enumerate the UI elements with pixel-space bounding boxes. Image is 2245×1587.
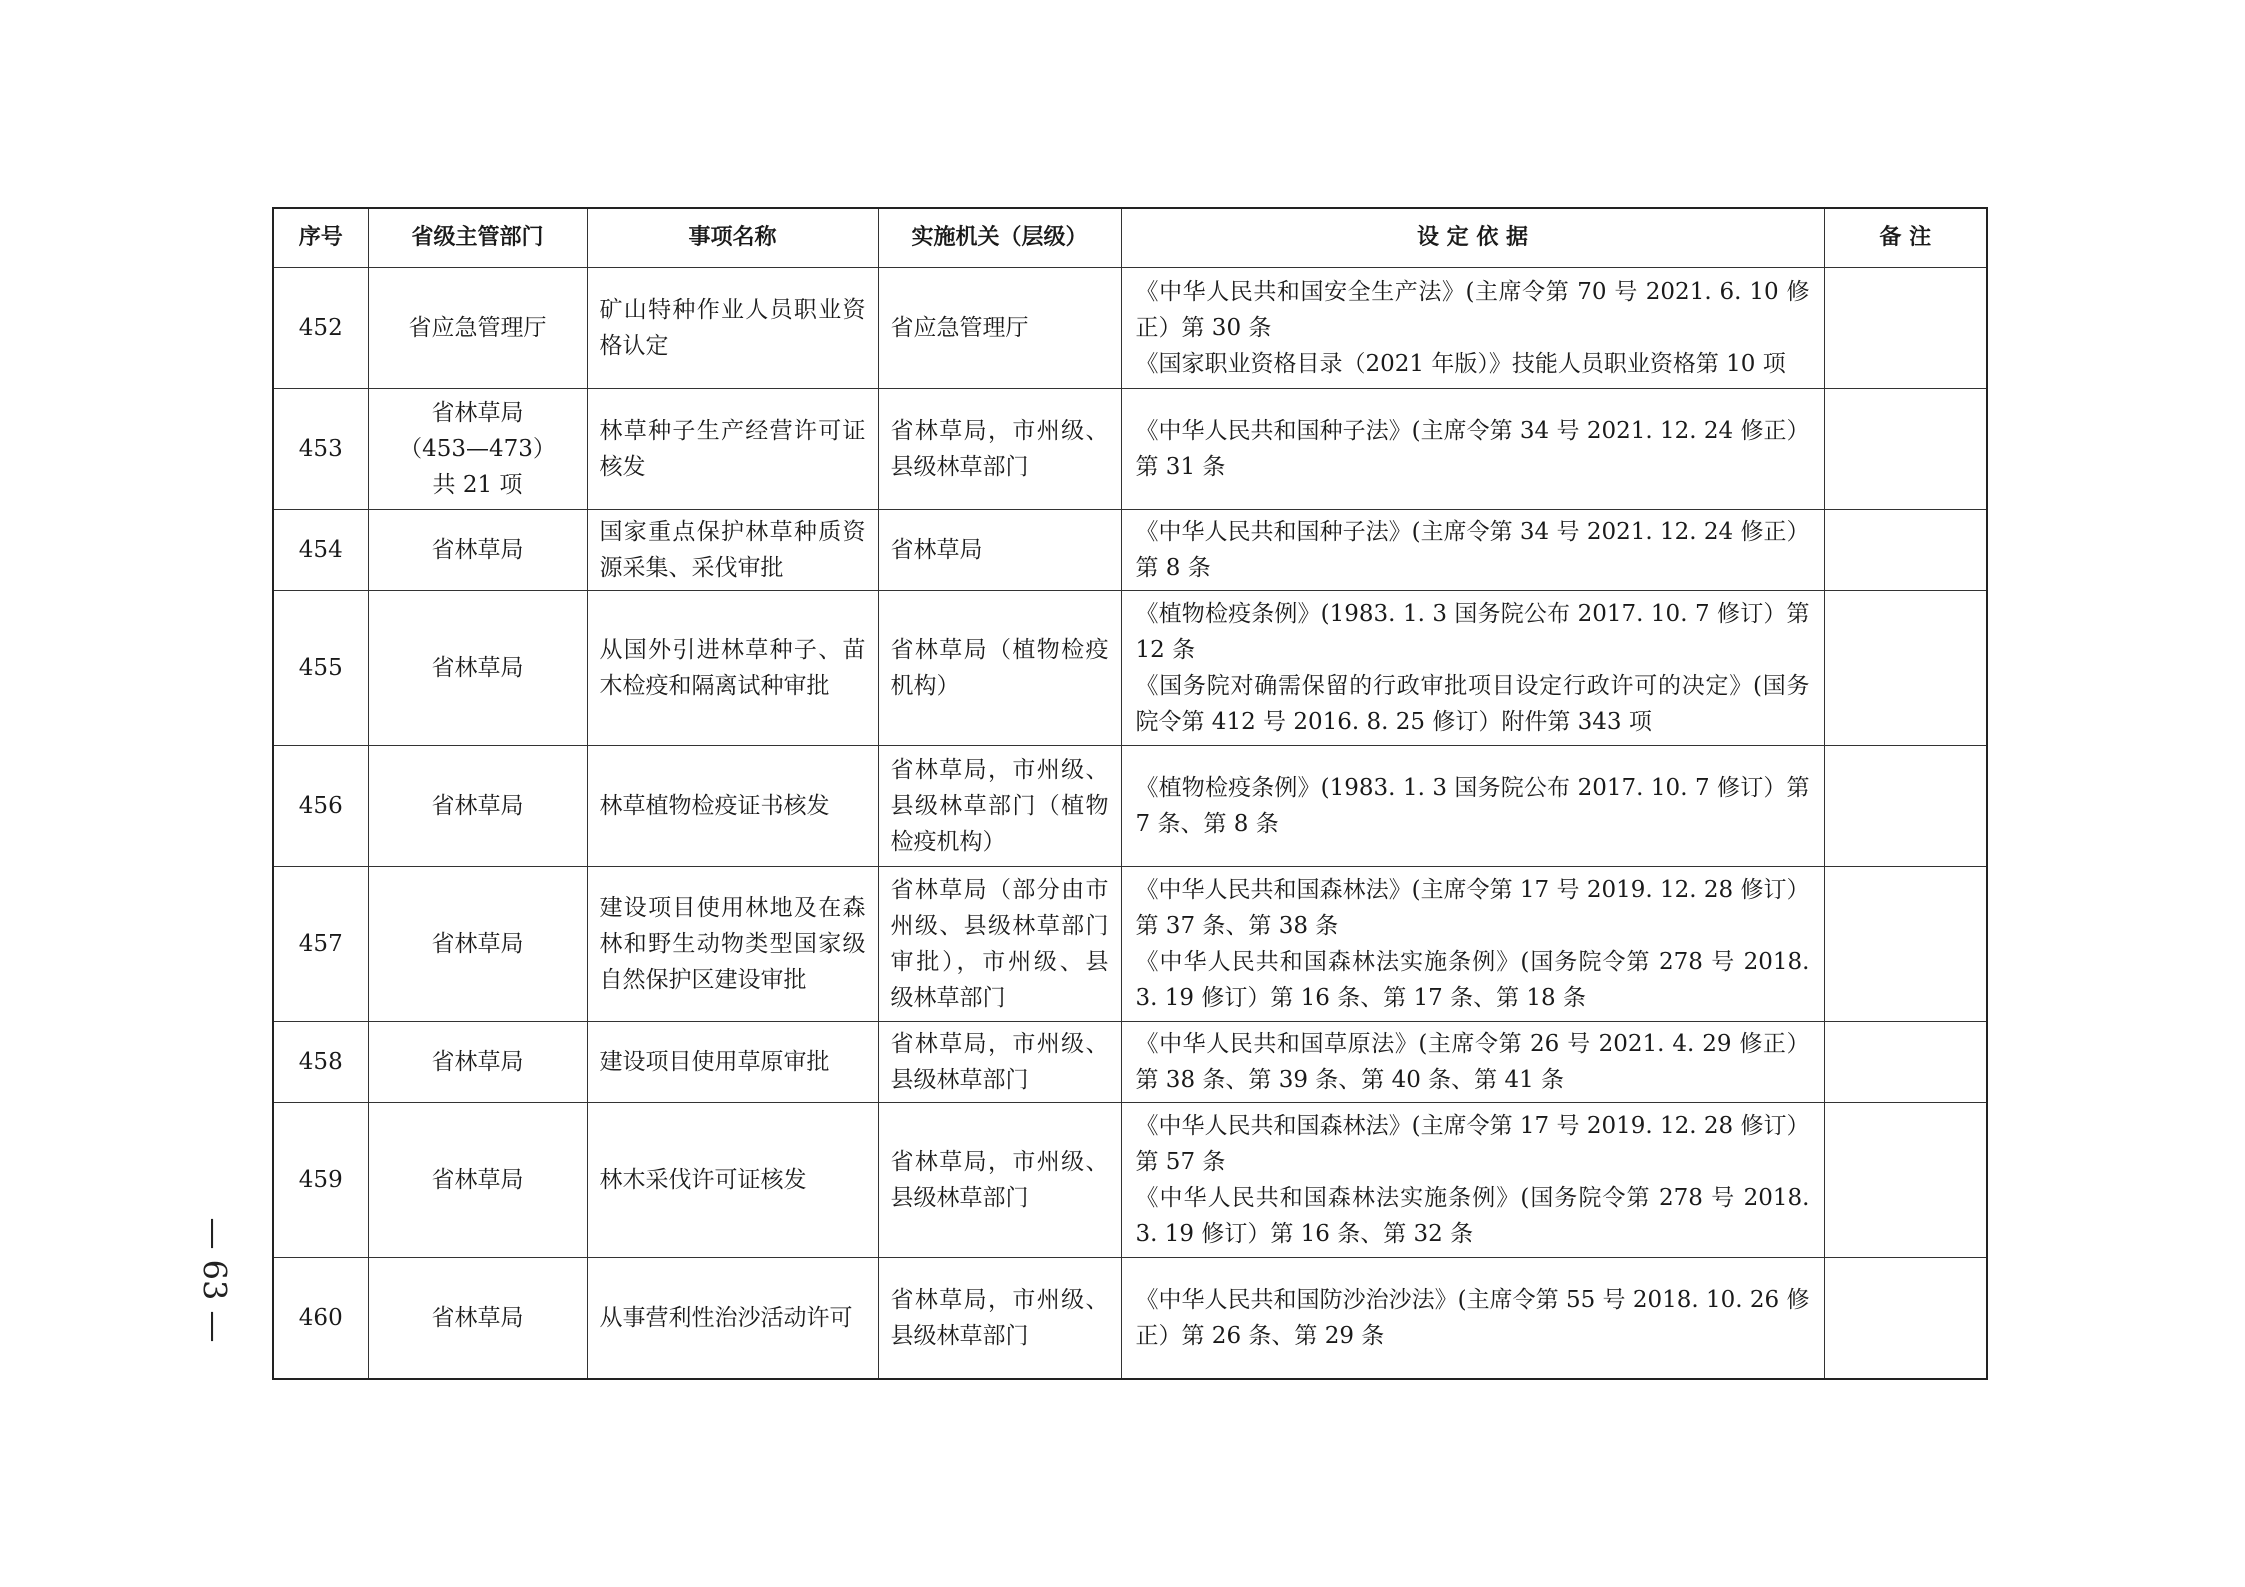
basis-line: 《中华人民共和国森林法》(主席令第 17 号 2019. 12. 28 修订）第 37 条、第 38 条 [1135,877,1810,939]
cell-agency: 省应急管理厅 [878,268,1121,389]
cell-note [1824,1103,1987,1258]
cell-note [1824,1022,1987,1103]
basis-line: 《植物检疫条例》(1983. 1. 3 国务院公布 2017. 10. 7 修订）第 12 条 [1135,601,1810,663]
table-row [273,591,1987,746]
cell-dept: 省林草局 [368,746,587,867]
table-row [273,510,1987,591]
cell-seq: 455 [273,591,368,746]
basis-line: 《中华人民共和国种子法》(主席令第 34 号 2021. 12. 24 修正）第 31 条 [1135,418,1810,480]
cell-agency: 省林草局，市州级、县级林草部门 [878,389,1121,510]
cell-agency: 省林草局 [878,510,1121,591]
cell-dept: 省林草局 [368,1258,587,1379]
table-body [273,268,1987,1379]
cell-seq: 459 [273,1103,368,1258]
cell-basis [1121,268,1824,389]
cell-agency: 省林草局，市州级、县级林草部门 [878,1258,1121,1379]
cell-basis [1121,867,1824,1022]
cell-item: 建设项目使用草原审批 [587,1022,878,1103]
table-row [273,746,1987,867]
header-agency: 实施机关（层级） [878,208,1121,268]
basis-line: 《中华人民共和国森林法实施条例》(国务院令第 278 号 2018. 3. 19 修订）第 16 条、第 32 条 [1135,1185,1810,1247]
header-note: 备 注 [1824,208,1987,268]
cell-item: 建设项目使用林地及在森林和野生动物类型国家级自然保护区建设审批 [587,867,878,1022]
cell-dept: 省林草局 [368,1103,587,1258]
cell-note [1824,746,1987,867]
basis-line: 《中华人民共和国安全生产法》(主席令第 70 号 2021. 6. 10 修正）第 30 条 [1135,279,1810,341]
page-number-text: — 63 — [196,1217,234,1343]
cell-basis [1121,1022,1824,1103]
basis-line: 《国务院对确需保留的行政审批项目设定行政许可的决定》(国务院令第 412 号 2016. 8. 25 修订）附件第 343 项 [1135,673,1810,735]
approval-items-table [272,207,1988,1380]
basis-line: 《中华人民共和国草原法》(主席令第 26 号 2021. 4. 29 修正）第 38 条、第 39 条、第 40 条、第 41 条 [1135,1031,1810,1093]
cell-item: 林木采伐许可证核发 [587,1103,878,1258]
table-row [273,268,1987,389]
table-row [273,1103,1987,1258]
cell-agency: 省林草局（部分由市州级、县级林草部门审批），市州级、县级林草部门 [878,867,1121,1022]
cell-basis [1121,1258,1824,1379]
table-row [273,389,1987,510]
cell-basis [1121,510,1824,591]
cell-seq: 453 [273,389,368,510]
header-basis: 设 定 依 据 [1121,208,1824,268]
cell-item: 从国外引进林草种子、苗木检疫和隔离试种审批 [587,591,878,746]
cell-note [1824,268,1987,389]
basis-line: 《中华人民共和国森林法》(主席令第 17 号 2019. 12. 28 修订）第 57 条 [1135,1113,1810,1175]
cell-dept: 省林草局 [368,1022,587,1103]
header-seq: 序号 [273,208,368,268]
cell-item: 林草种子生产经营许可证核发 [587,389,878,510]
cell-dept: 省应急管理厅 [368,268,587,389]
cell-dept: 省林草局 （453—473） 共 21 项 [368,389,587,510]
cell-note [1824,867,1987,1022]
cell-seq: 460 [273,1258,368,1379]
cell-item: 国家重点保护林草种质资源采集、采伐审批 [587,510,878,591]
basis-line: 《中华人民共和国防沙治沙法》(主席令第 55 号 2018. 10. 26 修正）第 26 条、第 29 条 [1135,1286,1810,1349]
cell-item: 矿山特种作业人员职业资格认定 [587,268,878,389]
cell-seq: 457 [273,867,368,1022]
cell-item: 林草植物检疫证书核发 [587,746,878,867]
approval-items-table-container [272,207,1986,1380]
cell-basis [1121,591,1824,746]
table-row [273,1258,1987,1379]
cell-agency: 省林草局，市州级、县级林草部门（植物检疫机构） [878,746,1121,867]
cell-seq: 452 [273,268,368,389]
table-row [273,1022,1987,1103]
header-item: 事项名称 [587,208,878,268]
cell-seq: 456 [273,746,368,867]
basis-line: 《中华人民共和国森林法实施条例》(国务院令第 278 号 2018. 3. 19 修订）第 16 条、第 17 条、第 18 条 [1135,949,1810,1011]
cell-agency: 省林草局，市州级、县级林草部门 [878,1103,1121,1258]
header-dept: 省级主管部门 [368,208,587,268]
cell-basis [1121,746,1824,867]
cell-agency: 省林草局，市州级、县级林草部门 [878,1022,1121,1103]
cell-note [1824,510,1987,591]
cell-dept: 省林草局 [368,510,587,591]
basis-line: 《国家职业资格目录（2021 年版）》技能人员职业资格第 10 项 [1135,351,1786,377]
cell-basis [1121,389,1824,510]
basis-line: 《植物检疫条例》(1983. 1. 3 国务院公布 2017. 10. 7 修订）第 7 条、第 8 条 [1135,775,1810,837]
cell-seq: 454 [273,510,368,591]
cell-note [1824,389,1987,510]
cell-note [1824,1258,1987,1379]
cell-item: 从事营利性治沙活动许可 [587,1258,878,1379]
cell-seq: 458 [273,1022,368,1103]
cell-agency: 省林草局（植物检疫机构） [878,591,1121,746]
cell-note [1824,591,1987,746]
cell-dept: 省林草局 [368,591,587,746]
table-header-row [273,208,1987,268]
cell-dept: 省林草局 [368,867,587,1022]
cell-basis [1121,1103,1824,1258]
basis-line: 《中华人民共和国种子法》(主席令第 34 号 2021. 12. 24 修正）第 8 条 [1135,519,1810,581]
table-row [273,867,1987,1022]
page-number [185,1200,245,1360]
